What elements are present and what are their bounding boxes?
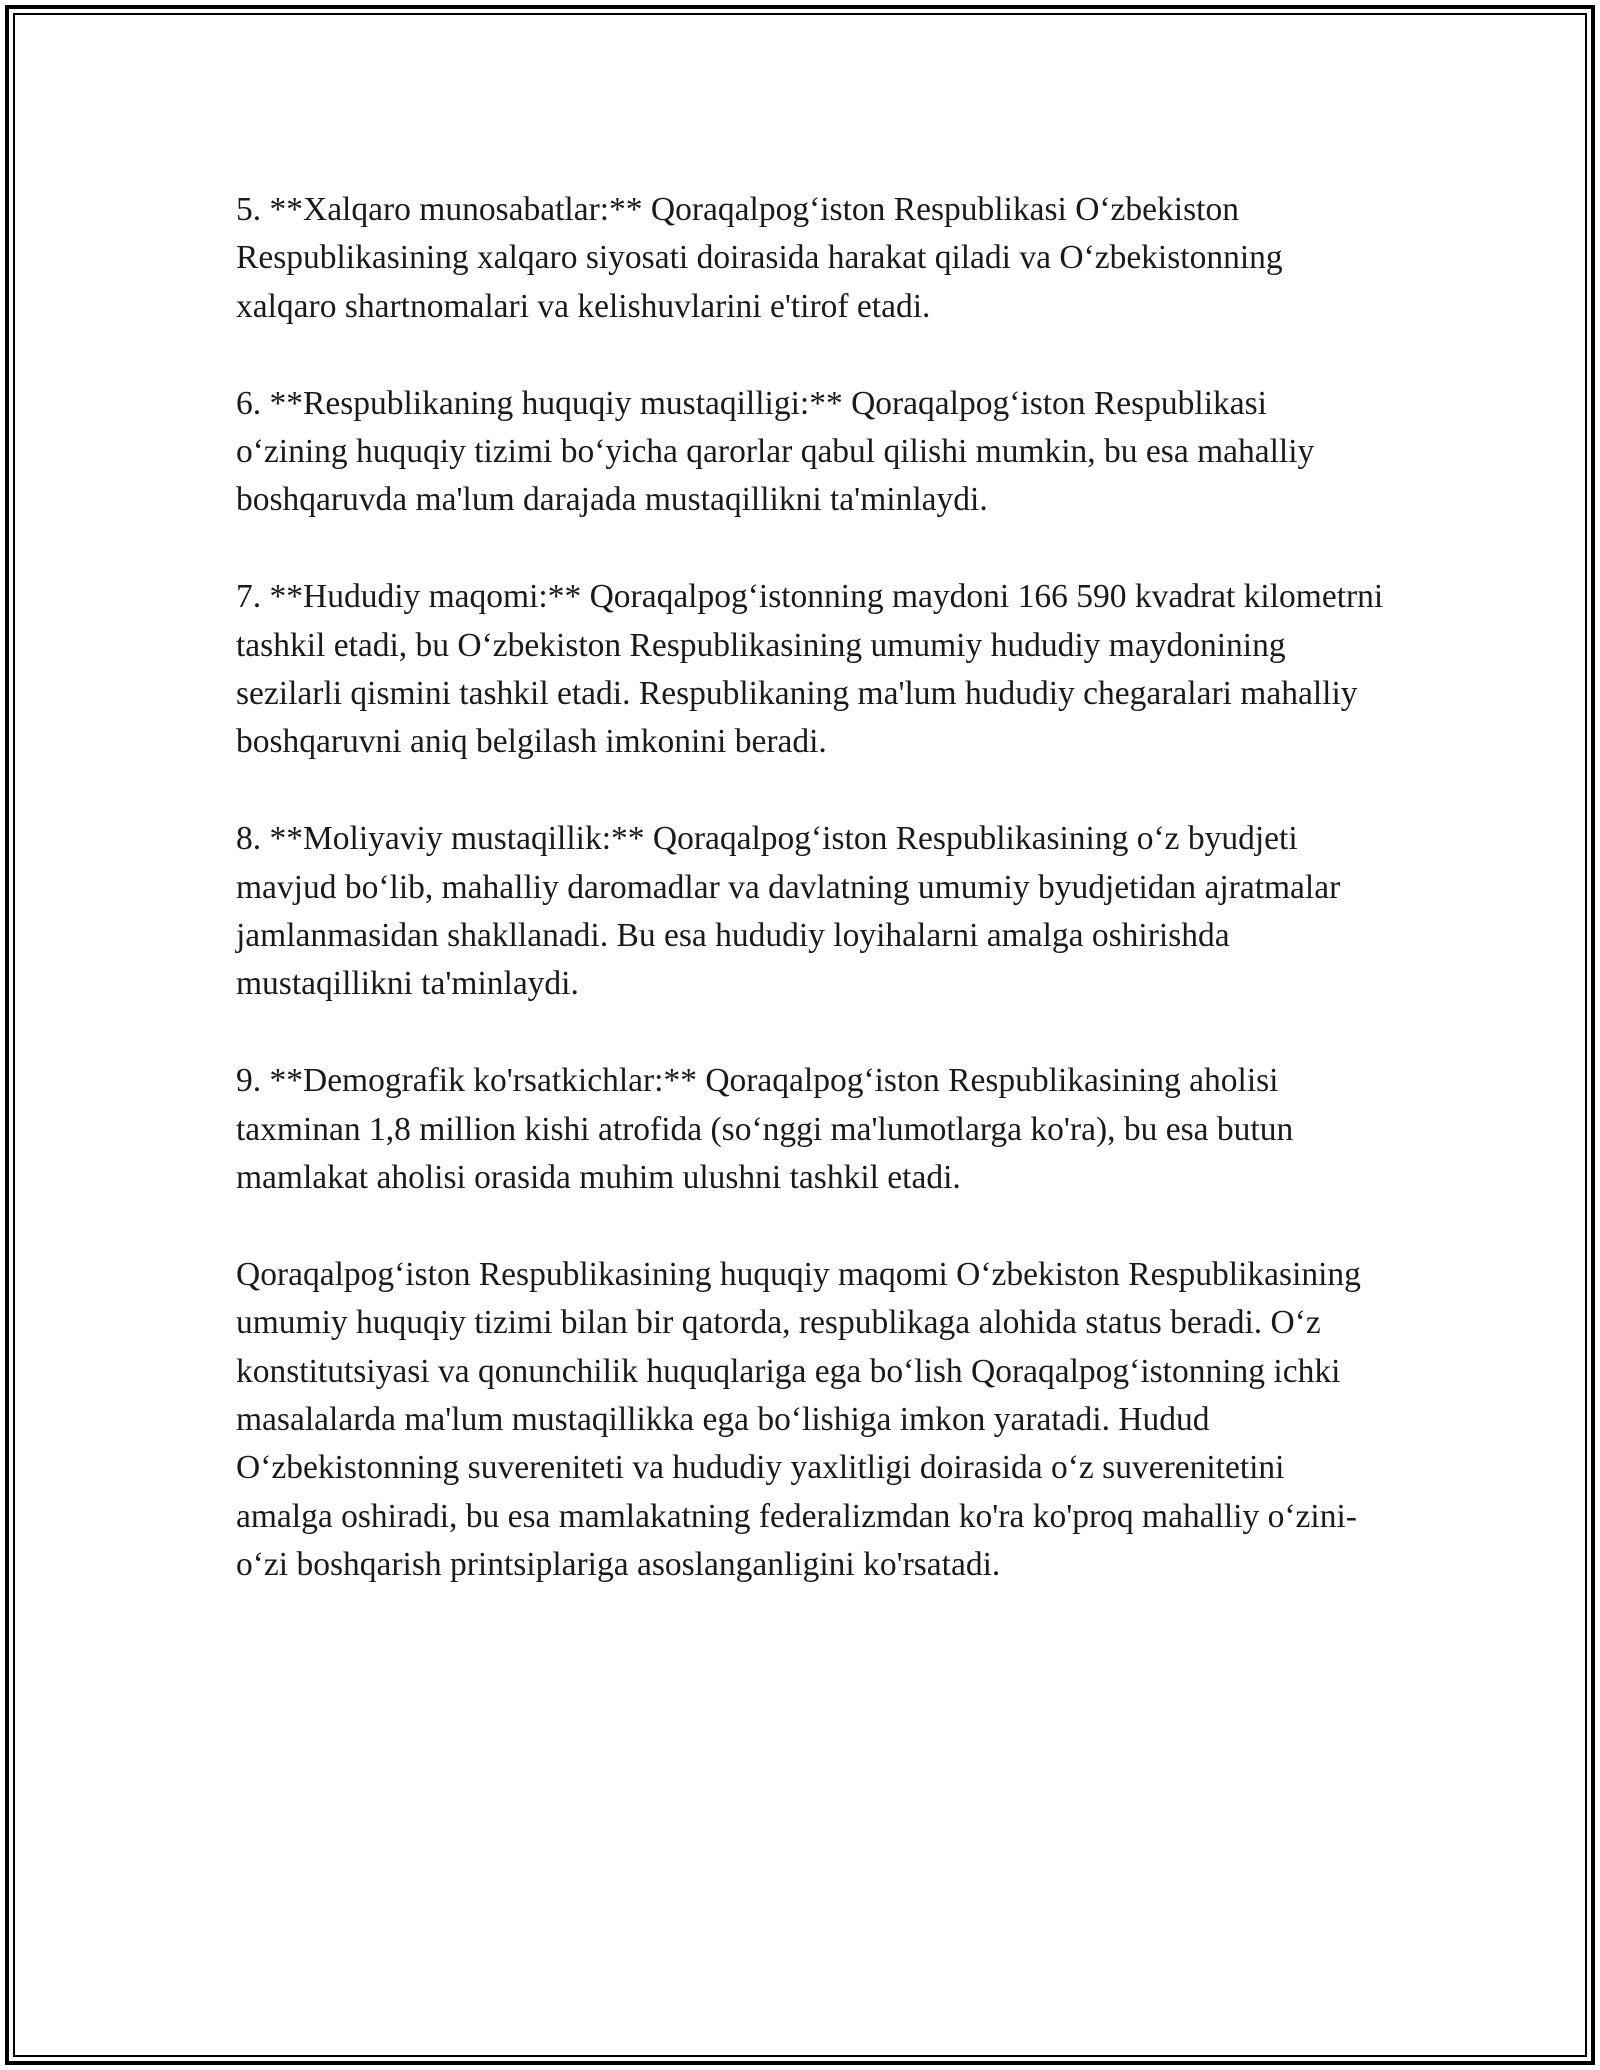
document-body — [236, 186, 1386, 1638]
paragraph-demographics: 9. **Demografik ko'rsatkichlar:** Qoraqalpog‘iston Respublikasining aholisi taxminan 1,8 million kishi atrofida (so‘nggi ma'lumotlarga ko'ra), bu esa butun mamlakat aholisi orasida muhim ulushni tashkil etadi. — [236, 1062, 1294, 1197]
paragraph-conclusion: Qoraqalpog‘iston Respublikasining huquqiy maqomi O‘zbekiston Respublikasining umumiy huquqiy tizimi bilan bir qatorda, respublikaga alohida status beradi. O‘z konstitutsiyasi va qonunchilik huquqlariga ega bo‘lish Qoraqalpog‘istonning ichki masalalarda ma'lum mustaqillikka ega bo‘lishiga imkon yaratadi. Hudud O‘zbekistonning suvereniteti va hududiy yaxlitligi doirasida o‘z suverenitetini amalga oshiradi, bu esa mamlakatning federalizmdan ko'ra ko'proq mahalliy o‘zini-o‘zi boshqarish printsiplariga asoslanganligini ko'rsatadi. — [236, 1255, 1361, 1584]
paragraph-international-relations: 5. **Xalqaro munosabatlar:** Qoraqalpog‘iston Respublikasi O‘zbekiston Respublikasining xalqaro siyosati doirasida harakat qiladi va O‘zbekistonning xalqaro shartnomalari va kelishuvlarini e'tirof etadi. — [236, 191, 1283, 325]
paragraph-legal-independence: 6. **Respublikaning huquqiy mustaqilligi:** Qoraqalpog‘iston Respublikasi o‘zining huquqiy tizimi bo‘yicha qarorlar qabul qilishi mumkin, bu esa mahalliy boshqaruvda ma'lum darajada mustaqillikni ta'minlaydi. — [236, 384, 1315, 519]
paragraph-financial-independence: 8. **Moliyaviy mustaqillik:** Qoraqalpog‘iston Respublikasining o‘z byudjeti mavjud bo‘lib, mahalliy daromadlar va davlatning umumiy byudjetidan ajratmalar jamlanmasidan shakllanadi. Bu esa hududiy loyihalarni amalga oshirishda mustaqillikni ta'minlaydi. — [236, 820, 1341, 1003]
paragraph-territorial-status: 7. **Hududiy maqomi:** Qoraqalpog‘istonning maydoni 166 590 kvadrat kilometrni tashkil etadi, bu O‘zbekiston Respublikasining umumiy hududiy maydonining sezilarli qismini tashkil etadi. Respublikaning ma'lum hududiy chegaralari mahalliy boshqaruvni aniq belgilash imkonini beradi. — [236, 578, 1384, 761]
